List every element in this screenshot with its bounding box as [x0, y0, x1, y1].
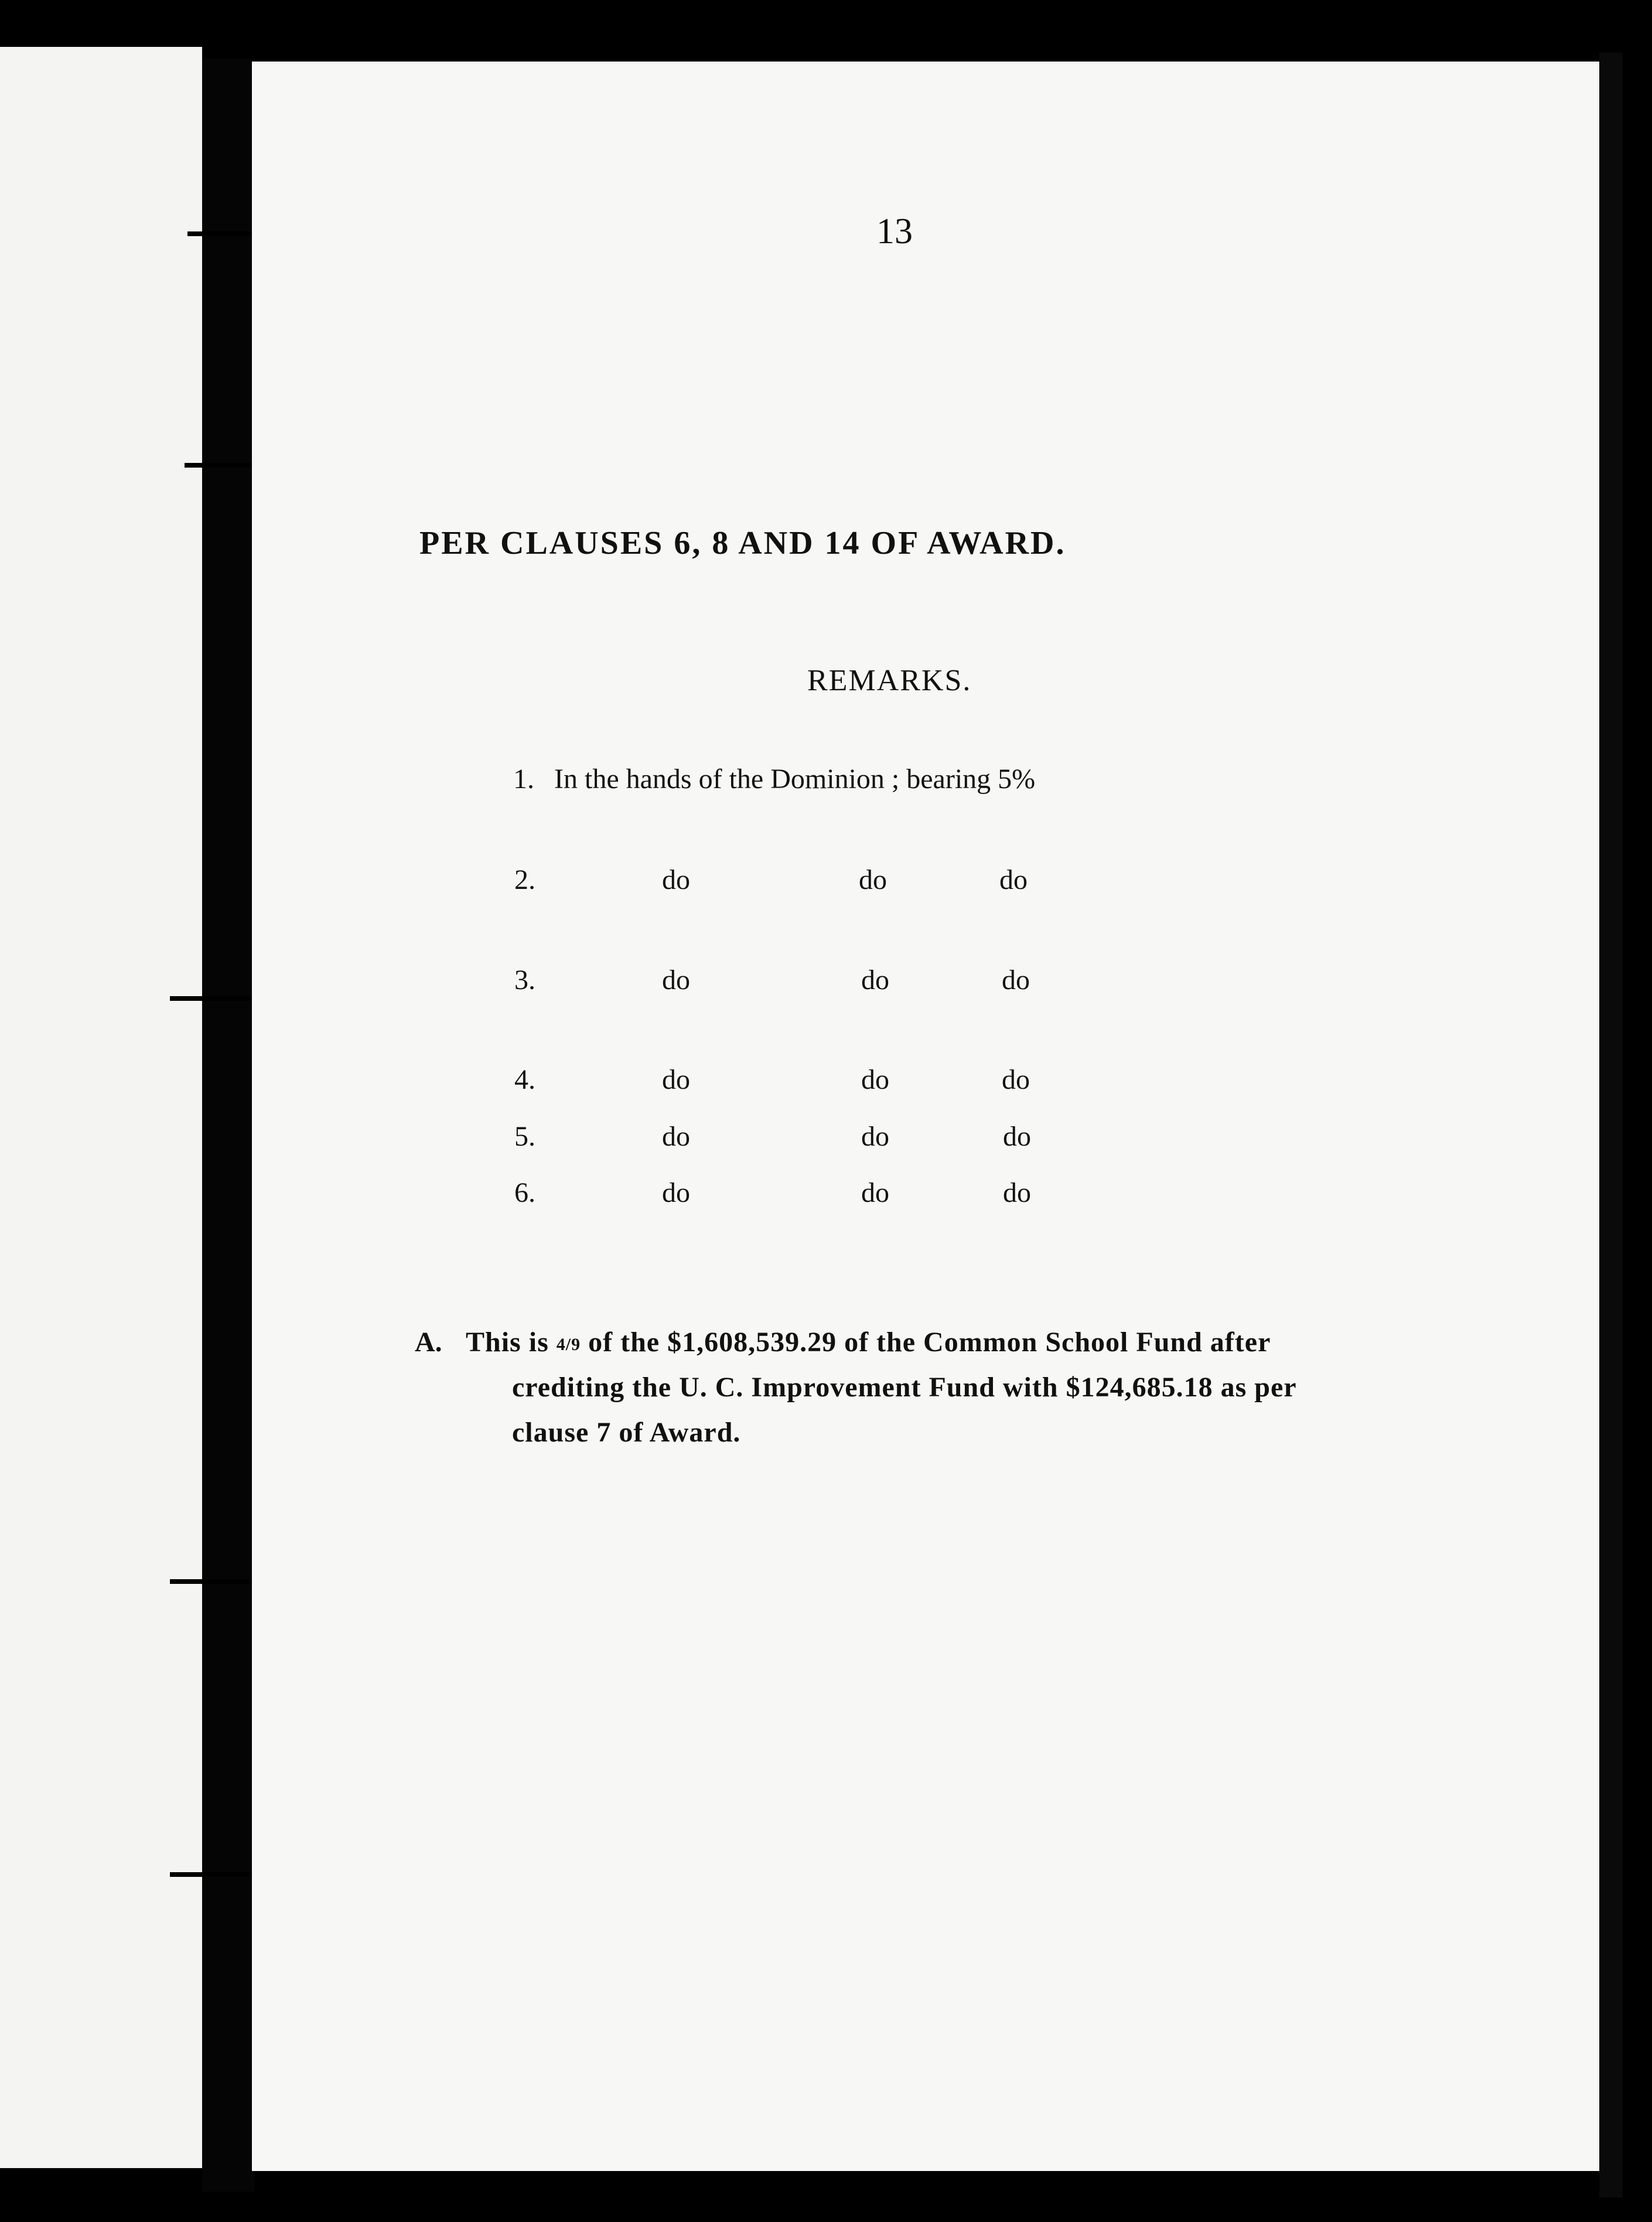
ditto-mark: do [662, 1064, 690, 1095]
page-edge [1599, 53, 1623, 2197]
facing-page [0, 47, 202, 2168]
remark-number: 2. [514, 864, 535, 895]
remark-number: 6. [514, 1177, 535, 1208]
ditto-mark: do [1003, 1177, 1031, 1208]
document-page [252, 62, 1599, 2171]
page-number: 13 [876, 212, 913, 251]
binding-mark [185, 463, 255, 468]
section-heading: PER CLAUSES 6, 8 AND 14 OF AWARD. [419, 525, 1066, 561]
book-spine [202, 59, 255, 2192]
remark-number: 5. [514, 1121, 535, 1152]
ditto-mark: do [1002, 1064, 1030, 1095]
remark-text: In the hands of the Dominion ; bearing 5% [554, 764, 1036, 795]
ditto-mark: do [662, 1121, 690, 1152]
ditto-mark: do [1003, 1121, 1031, 1152]
footnote-line: crediting the U. C. Improvement Fund with $124,685.18 as per [512, 1372, 1297, 1403]
binding-mark [170, 1872, 258, 1877]
remark-number: 4. [514, 1064, 535, 1095]
binding-mark [170, 1579, 258, 1584]
ditto-mark: do [662, 1177, 690, 1208]
ditto-mark: do [999, 864, 1028, 895]
footnote-label: A. [415, 1327, 442, 1358]
ditto-mark: do [662, 864, 690, 895]
ditto-mark: do [1002, 965, 1030, 996]
ditto-mark: do [859, 864, 887, 895]
footnote-text: of the $1,608,539.29 of the Common School Fund after [588, 1327, 1271, 1358]
ditto-mark: do [662, 965, 690, 996]
remarks-title: REMARKS. [807, 664, 972, 697]
remark-number: 3. [514, 965, 535, 996]
footnote-text: This is [466, 1327, 549, 1358]
remark-number: 1. [513, 764, 534, 795]
ditto-mark: do [861, 965, 889, 996]
ditto-mark: do [861, 1064, 889, 1095]
ditto-mark: do [861, 1121, 889, 1152]
footnote-line: clause 7 of Award. [512, 1417, 741, 1448]
footnote-line [466, 1326, 1271, 1358]
fraction: 4/9 [556, 1334, 581, 1354]
binding-mark [187, 231, 258, 236]
binding-mark [170, 996, 258, 1001]
ditto-mark: do [861, 1177, 889, 1208]
